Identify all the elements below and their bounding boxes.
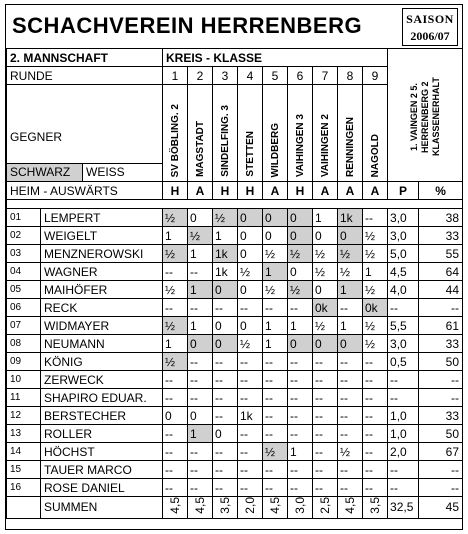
result-cell: ½	[163, 281, 188, 299]
round-number: 3	[213, 67, 238, 85]
player-row	[7, 209, 463, 227]
summen-value: 3,5	[363, 497, 388, 519]
result-cell: --	[188, 299, 213, 317]
result-cell: --	[313, 479, 338, 497]
summen-value: 4,5	[163, 497, 188, 519]
player-number: 05	[7, 281, 41, 299]
result-cell: --	[338, 299, 363, 317]
player-percent: --	[419, 371, 463, 389]
result-cell: --	[363, 353, 388, 371]
result-cell: ½	[288, 245, 313, 263]
result-cell: --	[288, 425, 313, 443]
result-cell: --	[338, 479, 363, 497]
result-cell: ½	[338, 263, 363, 281]
player-row	[7, 263, 463, 281]
player-percent: 50	[419, 425, 463, 443]
result-cell: --	[263, 425, 288, 443]
result-cell: 1k	[238, 407, 263, 425]
result-cell: --	[213, 443, 238, 461]
result-cell: --	[163, 479, 188, 497]
summen-value: 3,0	[288, 497, 313, 519]
team-name: 2. MANNSCHAFT	[7, 49, 163, 67]
gap-cell	[7, 200, 463, 209]
round-number: 2	[188, 67, 213, 85]
result-cell: --	[213, 461, 238, 479]
result-cell: 0	[213, 317, 238, 335]
player-number: 04	[7, 263, 41, 281]
result-cell: --	[338, 353, 363, 371]
player-row	[7, 425, 463, 443]
player-name: WEIGELT	[41, 227, 163, 245]
player-points: 1,0	[388, 407, 419, 425]
opponent-name: MAGSTADT	[188, 85, 213, 182]
result-cell: ½	[363, 281, 388, 299]
player-name: WAGNER	[41, 263, 163, 281]
player-points: 4,0	[388, 281, 419, 299]
summen-row	[7, 497, 463, 519]
result-cell: ½	[363, 317, 388, 335]
result-cell: ½	[263, 281, 288, 299]
player-percent: 55	[419, 245, 463, 263]
opponent-name: VAIHINGEN 3	[288, 85, 313, 182]
opponent-label: GEGNER	[10, 130, 63, 144]
player-row	[7, 335, 463, 353]
result-cell: --	[313, 425, 338, 443]
result-cell: 0k	[313, 299, 338, 317]
player-number: 14	[7, 443, 41, 461]
opponent-name: STETTEN	[238, 85, 263, 182]
result-cell: 1k	[338, 209, 363, 227]
player-name: LEMPERT	[41, 209, 163, 227]
player-percent: 33	[419, 407, 463, 425]
opponent-name: SINDELFING. 3	[213, 85, 238, 182]
home-away-value: A	[363, 182, 388, 200]
result-cell: 1	[263, 317, 288, 335]
result-cell: --	[188, 389, 213, 407]
result-cell: --	[238, 299, 263, 317]
player-name: ZERWECK	[41, 371, 163, 389]
player-points: 3,0	[388, 335, 419, 353]
result-cell: 0	[313, 281, 338, 299]
player-row	[7, 407, 463, 425]
summen-label: SUMMEN	[41, 497, 163, 519]
result-cell: 0	[238, 209, 263, 227]
player-name: RECK	[41, 299, 163, 317]
round-number: 5	[263, 67, 288, 85]
result-cell: ½	[313, 263, 338, 281]
season-value: 2006/07	[410, 29, 450, 43]
round-label: RUNDE	[7, 67, 163, 85]
player-name: KÖNIG	[41, 353, 163, 371]
result-cell: ½	[188, 227, 213, 245]
home-away-row	[7, 182, 463, 200]
summen-value: 3,5	[213, 497, 238, 519]
player-percent: 64	[419, 263, 463, 281]
result-cell: --	[313, 353, 338, 371]
player-name: TAUER MARCO	[41, 461, 163, 479]
result-cell: --	[213, 353, 238, 371]
result-cell: 0	[238, 317, 263, 335]
summen-percent: 45	[419, 497, 463, 519]
player-name: BERSTECHER	[41, 407, 163, 425]
result-cell: 0	[263, 209, 288, 227]
result-cell: --	[338, 371, 363, 389]
result-cell: 0	[163, 407, 188, 425]
result-cell: ½	[338, 245, 363, 263]
player-points: --	[388, 389, 419, 407]
player-name: SHAPIRO EDUAR.	[41, 389, 163, 407]
result-cell: 1	[288, 317, 313, 335]
result-cell: ½	[363, 227, 388, 245]
player-number: 03	[7, 245, 41, 263]
white-label: WEISS	[86, 165, 125, 179]
result-cell: --	[313, 461, 338, 479]
result-cell: --	[238, 461, 263, 479]
result-cell: --	[363, 371, 388, 389]
result-cell: --	[288, 353, 313, 371]
result-cell: --	[213, 299, 238, 317]
result-cell: --	[288, 389, 313, 407]
result-cell: --	[238, 353, 263, 371]
result-cell: ½	[288, 281, 313, 299]
result-cell: 1	[263, 335, 288, 353]
player-percent: --	[419, 389, 463, 407]
player-row	[7, 299, 463, 317]
player-points: 4,5	[388, 263, 419, 281]
result-cell: --	[263, 353, 288, 371]
team-row	[7, 49, 463, 67]
result-cell: --	[263, 389, 288, 407]
result-cell: --	[338, 461, 363, 479]
player-percent: 50	[419, 353, 463, 371]
player-number: 01	[7, 209, 41, 227]
opponent-name: WILDBERG	[263, 85, 288, 182]
result-cell: --	[163, 299, 188, 317]
result-cell: --	[338, 425, 363, 443]
player-name: WIDMAYER	[41, 317, 163, 335]
player-points: 2,0	[388, 443, 419, 461]
player-percent: 61	[419, 317, 463, 335]
summen-value: 2,5	[313, 497, 338, 519]
player-number: 09	[7, 353, 41, 371]
result-cell: --	[188, 263, 213, 281]
result-cell: 0	[188, 335, 213, 353]
home-away-value: H	[288, 182, 313, 200]
result-cell: --	[213, 479, 238, 497]
player-row	[7, 479, 463, 497]
result-cell: ½	[263, 245, 288, 263]
result-cell: --	[163, 371, 188, 389]
result-cell: --	[288, 479, 313, 497]
result-cell: 0	[213, 281, 238, 299]
result-cell: --	[288, 407, 313, 425]
club-title: SCHACHVEREIN HERRENBERG	[12, 13, 363, 38]
result-cell: 1	[363, 263, 388, 281]
player-points: 3,0	[388, 227, 419, 245]
result-cell: 0	[288, 227, 313, 245]
result-cell: --	[313, 389, 338, 407]
result-cell: 1	[313, 209, 338, 227]
player-points: --	[388, 299, 419, 317]
player-points: 5,5	[388, 317, 419, 335]
round-number: 6	[288, 67, 313, 85]
result-cell: --	[263, 299, 288, 317]
player-name: NEUMANN	[41, 335, 163, 353]
player-name: MENZNEROWSKI	[41, 245, 163, 263]
result-cell: --	[188, 353, 213, 371]
player-row	[7, 371, 463, 389]
result-cell: 0	[213, 425, 238, 443]
result-cell: 1	[263, 263, 288, 281]
result-cell: --	[188, 461, 213, 479]
result-cell: 0	[263, 227, 288, 245]
player-row	[7, 389, 463, 407]
player-row	[7, 281, 463, 299]
player-name: HÖCHST	[41, 443, 163, 461]
result-cell: --	[288, 371, 313, 389]
home-away-value: H	[238, 182, 263, 200]
player-percent: 67	[419, 443, 463, 461]
result-cell: --	[363, 209, 388, 227]
summen-value: 4,5	[263, 497, 288, 519]
player-percent: --	[419, 479, 463, 497]
player-number: 12	[7, 407, 41, 425]
result-cell: 0	[188, 407, 213, 425]
black-label: SCHWARZ	[7, 164, 83, 181]
home-away-value: A	[338, 182, 363, 200]
player-points: 5,0	[388, 245, 419, 263]
result-cell: --	[263, 461, 288, 479]
home-away-value: H	[213, 182, 238, 200]
result-cell: --	[363, 407, 388, 425]
result-cell: 0	[288, 263, 313, 281]
player-number: 06	[7, 299, 41, 317]
home-away-value: A	[313, 182, 338, 200]
gap-row	[7, 200, 463, 209]
home-away-value: H	[163, 182, 188, 200]
percent-header: %	[419, 182, 463, 200]
result-cell: --	[338, 407, 363, 425]
result-cell: 0	[188, 209, 213, 227]
result-cell: 0	[238, 245, 263, 263]
result-cell: --	[288, 461, 313, 479]
result-cell: ½	[213, 209, 238, 227]
opponent-name: NAGOLD	[363, 85, 388, 182]
result-cell: 0	[213, 335, 238, 353]
result-cell: --	[313, 371, 338, 389]
result-cell: --	[238, 371, 263, 389]
season-box	[402, 8, 458, 46]
player-row	[7, 443, 463, 461]
result-cell: ½	[238, 335, 263, 353]
result-cell: --	[188, 479, 213, 497]
result-cell: --	[313, 407, 338, 425]
result-cell: ½	[363, 245, 388, 263]
team-sheet	[5, 4, 463, 530]
result-cell: ½	[163, 209, 188, 227]
result-cell: --	[288, 299, 313, 317]
result-cell: ½	[263, 443, 288, 461]
opponent-label-cell	[7, 85, 163, 182]
result-cell: ½	[338, 443, 363, 461]
player-points: 3,0	[388, 209, 419, 227]
result-cell: --	[238, 389, 263, 407]
player-percent: --	[419, 461, 463, 479]
points-header: P	[388, 182, 419, 200]
result-cell: 0	[313, 227, 338, 245]
result-cell: --	[188, 371, 213, 389]
result-cell: --	[163, 263, 188, 281]
result-cell: 1	[163, 335, 188, 353]
results-table	[6, 48, 463, 519]
player-row	[7, 227, 463, 245]
player-number: 11	[7, 389, 41, 407]
result-cell: --	[263, 371, 288, 389]
result-cell: ½	[363, 335, 388, 353]
result-cell: --	[163, 425, 188, 443]
player-points: 0,5	[388, 353, 419, 371]
result-cell: --	[188, 443, 213, 461]
result-cell: --	[313, 443, 338, 461]
result-cell: 1	[288, 443, 313, 461]
result-cell: --	[238, 479, 263, 497]
player-percent: 38	[419, 209, 463, 227]
result-cell: ½	[238, 263, 263, 281]
player-row	[7, 317, 463, 335]
result-cell: 0k	[363, 299, 388, 317]
result-cell: 0	[238, 227, 263, 245]
player-points: 1,0	[388, 425, 419, 443]
result-cell: --	[238, 443, 263, 461]
player-points: --	[388, 461, 419, 479]
round-number: 9	[363, 67, 388, 85]
result-cell: --	[263, 479, 288, 497]
result-cell: --	[363, 425, 388, 443]
summen-points: 32,5	[388, 497, 419, 519]
result-cell: 0	[313, 335, 338, 353]
home-away-label: HEIM - AUSWÄRTS	[7, 182, 163, 200]
opponent-name: VAIHINGEN 2	[313, 85, 338, 182]
result-cell: 1	[213, 227, 238, 245]
result-cell: --	[238, 425, 263, 443]
player-number: 10	[7, 371, 41, 389]
season-label: SAISON	[406, 12, 454, 26]
result-cell: --	[363, 461, 388, 479]
result-cell: 0	[288, 335, 313, 353]
result-cell: --	[213, 371, 238, 389]
opponent-name: SV BÖBLING. 2	[163, 85, 188, 182]
result-cell: ½	[163, 245, 188, 263]
player-points: --	[388, 479, 419, 497]
result-cell: 1	[188, 281, 213, 299]
result-cell: --	[263, 407, 288, 425]
result-cell: 1	[338, 281, 363, 299]
result-cell: 0	[238, 281, 263, 299]
result-cell: ½	[313, 317, 338, 335]
summen-value: 4,5	[338, 497, 363, 519]
player-percent: 33	[419, 335, 463, 353]
player-percent: 44	[419, 281, 463, 299]
player-number: 13	[7, 425, 41, 443]
player-number: 07	[7, 317, 41, 335]
home-away-value: A	[188, 182, 213, 200]
result-cell: --	[363, 389, 388, 407]
player-points: --	[388, 371, 419, 389]
player-number: 08	[7, 335, 41, 353]
result-cell: 1	[188, 245, 213, 263]
result-cell: 0	[338, 335, 363, 353]
home-away-value: A	[263, 182, 288, 200]
result-cell: --	[363, 479, 388, 497]
player-name: ROLLER	[41, 425, 163, 443]
result-cell: ½	[163, 353, 188, 371]
league-name: KREIS - KLASSE	[163, 49, 388, 67]
result-cell: ½	[163, 317, 188, 335]
result-cell: ½	[313, 245, 338, 263]
player-number: 02	[7, 227, 41, 245]
player-percent: 33	[419, 227, 463, 245]
result-cell: 1k	[213, 263, 238, 281]
summen-value: 4,5	[188, 497, 213, 519]
round-number: 7	[313, 67, 338, 85]
result-cell: 0	[338, 227, 363, 245]
summen-blank	[7, 497, 41, 519]
player-name: ROSE DANIEL	[41, 479, 163, 497]
player-row	[7, 461, 463, 479]
round-number: 8	[338, 67, 363, 85]
result-cell: --	[163, 461, 188, 479]
result-cell: --	[163, 443, 188, 461]
player-row	[7, 353, 463, 371]
player-name: MAIHÖFER	[41, 281, 163, 299]
extra-header: 1. VAINGEN 2 5. HERRENBERG 2 KLASSENERHALT	[388, 49, 463, 182]
player-row	[7, 245, 463, 263]
summen-value: 2,0	[238, 497, 263, 519]
result-cell: --	[363, 443, 388, 461]
result-cell: 0	[288, 209, 313, 227]
result-cell: --	[213, 407, 238, 425]
result-cell: --	[213, 389, 238, 407]
player-percent: --	[419, 299, 463, 317]
result-cell: 1	[163, 227, 188, 245]
result-cell: 1	[188, 317, 213, 335]
player-number: 16	[7, 479, 41, 497]
result-cell: 1k	[213, 245, 238, 263]
result-cell: 1	[188, 425, 213, 443]
player-number: 15	[7, 461, 41, 479]
round-number: 1	[163, 67, 188, 85]
result-cell: --	[163, 389, 188, 407]
result-cell: --	[338, 389, 363, 407]
result-cell: 1	[338, 317, 363, 335]
round-number: 4	[238, 67, 263, 85]
opponent-name: RENNINGEN	[338, 85, 363, 182]
